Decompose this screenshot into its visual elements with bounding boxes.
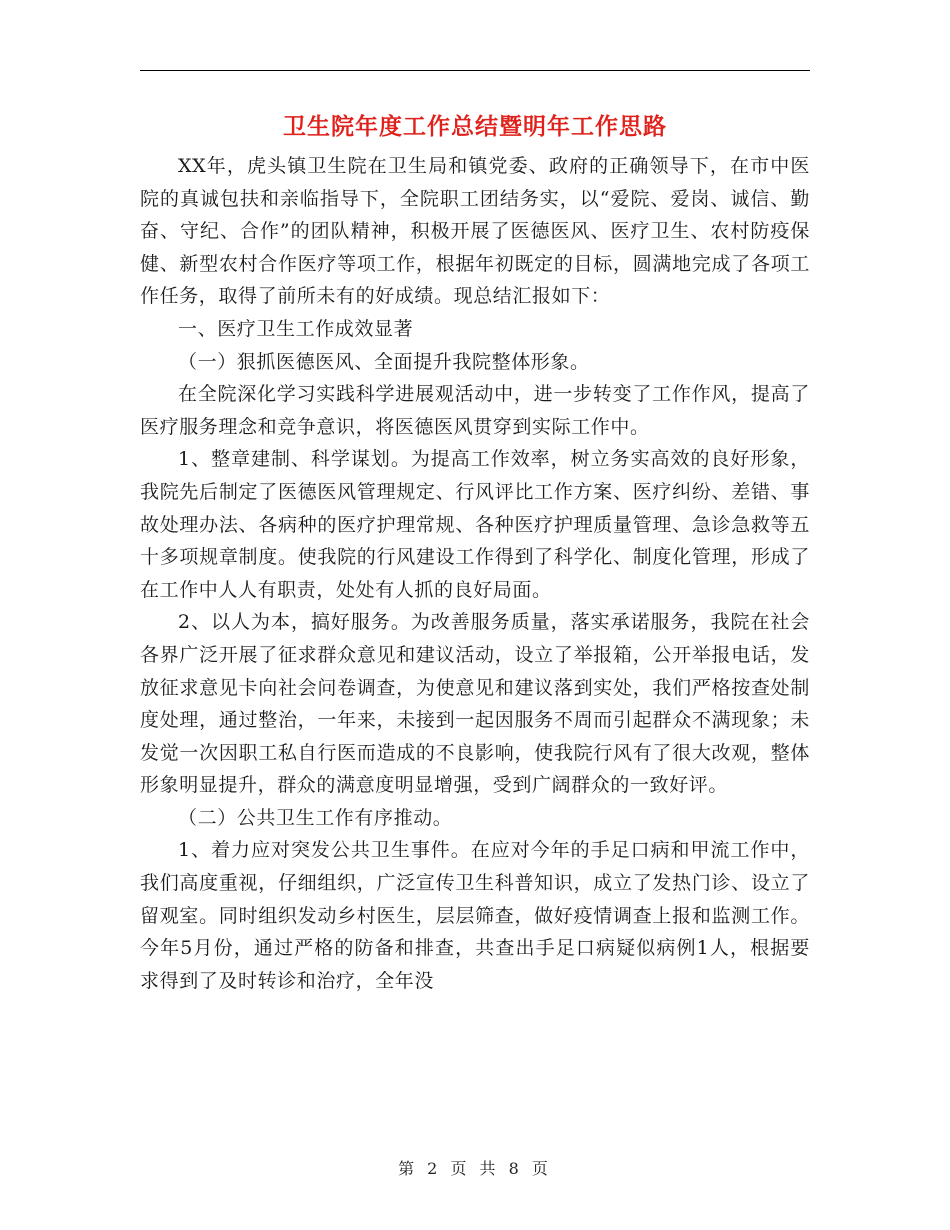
subsection-heading-1: （一）狠抓医德医风、全面提升我院整体形象。 [178,350,590,373]
intro-paragraph: XX年，虎头镇卫生院在卫生局和镇党委、政府的正确领导下，在市中医院的真诚包扶和亲临指导下，全院职工团结务实，以“爱院、爱岗、诚信、勤奋、守纪、合作”的团队精神，积极开展了医德医风、医疗卫生、农村防疫保健、新型农村合作医疗等项工作，根据年初既定的目标，圆满地完成了各项工作任务，取得了前所未有的好成绩。现总结汇报如下： [140,155,810,308]
paragraph: 1、整章建制、科学谋划。为提高工作效率，树立务实高效的良好形象，我院先后制定了医德医风管理规定、行风评比工作方案、医疗纠纷、差错、事故处理办法、各病种的医疗护理常规、各种医疗护理质量管理、急诊急救等五十多项规章制度。使我院的行风建设工作得到了科学化、制度化管理，形成了在工作中人人有职责，处处有人抓的良好局面。 [140,448,810,601]
section-heading-1: 一、医疗卫生工作成效显著 [178,317,414,340]
document-title: 卫生院年度工作总结暨明年工作思路 [283,113,667,140]
paragraph: 2、以人为本，搞好服务。为改善服务质量，落实承诺服务，我院在社会各界广泛开展了征求群众意见和建议活动，设立了举报箱，公开举报电话，发放征求意见卡向社会问卷调查，为使意见和建议落到实处，我们严格按查处制度处理，通过整治，一年来，未接到一起因服务不周而引起群众不满现象；未发觉一次因职工私自行医而造成的不良影响，使我院行风有了很大改观，整体形象明显提升，群众的满意度明显增强，受到广阔群众的一致好评。 [140,611,810,797]
subsection-heading-2: （二）公共卫生工作有序推动。 [178,806,453,829]
paragraph: 在全院深化学习实践科学进展观活动中，进一步转变了工作作风，提高了医疗服务理念和竞争意识，将医德医风贯穿到实际工作中。 [140,383,810,438]
page-number-footer: 第 2 页 共 8 页 [398,1159,552,1178]
document-body [140,150,810,997]
header-rule [140,70,810,71]
paragraph: 1、着力应对突发公共卫生事件。在应对今年的手足口病和甲流工作中，我们高度重视，仔细组织，广泛宣传卫生科普知识，成立了发热门诊、设立了留观室。同时组织发动乡村医生，层层筛查，做好疫情调查上报和监测工作。今年5月份，通过严格的防备和排查，共查出手足口病疑似病例1人，根据要求得到了及时转诊和治疗，全年没 [140,839,810,992]
